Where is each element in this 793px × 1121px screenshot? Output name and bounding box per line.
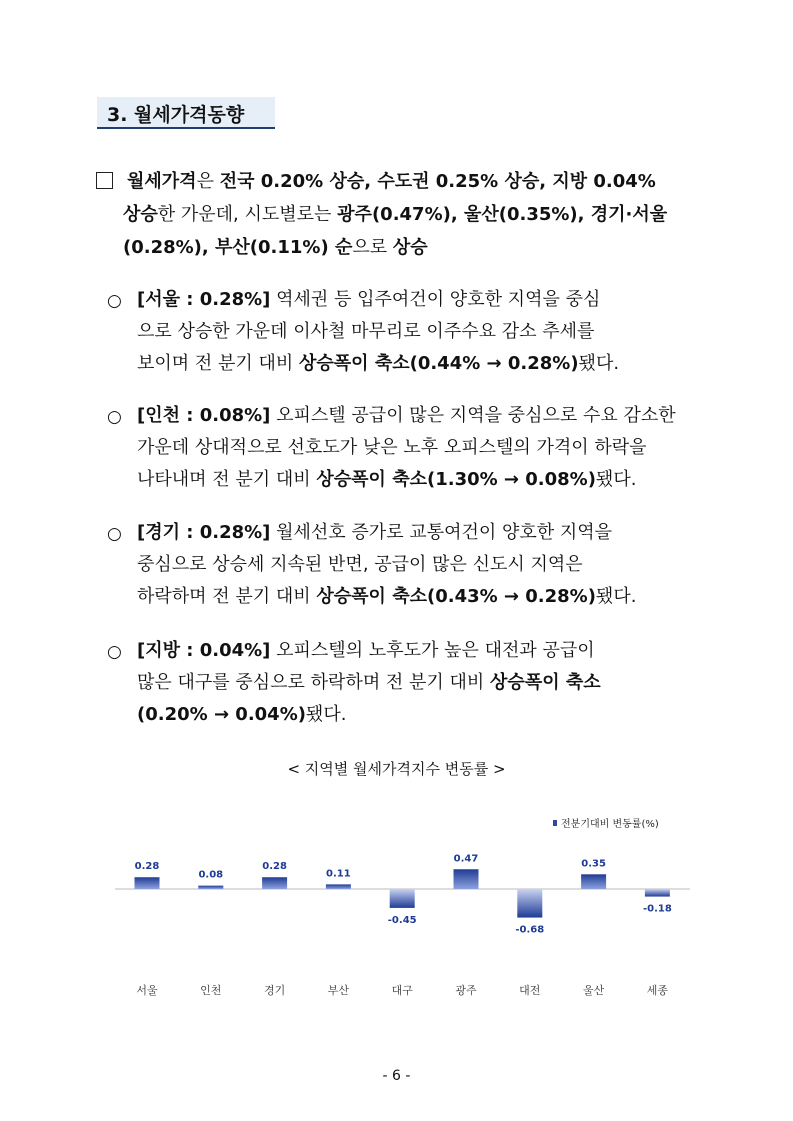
data-label-울산: 0.35 [581, 858, 606, 870]
bullet-jibang-line-2 [137, 671, 601, 695]
bar-인천 [198, 886, 223, 889]
category-label-울산: 울산 [582, 984, 605, 997]
text-run: 으로 [352, 237, 393, 258]
category-label-대구: 대구 [391, 984, 413, 997]
checkbox-square-icon [96, 172, 113, 189]
section-title-box [97, 97, 275, 129]
text-run: [인천 : 0.08%] [137, 405, 271, 426]
summary-line-1 [127, 170, 656, 194]
bullet-jibang-line-1 [137, 639, 595, 663]
data-label-세종: -0.18 [642, 903, 672, 915]
text-run: 상승 [123, 204, 158, 225]
text-run: 보이며 전 분기 대비 [137, 353, 299, 374]
text-run: 됐다. [578, 353, 620, 374]
text-run: 은 [196, 171, 220, 192]
text-run: 월세선호 증가로 교통여건이 양호한 지역을 [270, 522, 613, 543]
text-run: (0.28%), 부산(0.11%) 순 [123, 237, 353, 258]
summary-line-3 [123, 236, 428, 260]
text-run: 전국 0.20% 상승, 수도권 0.25% 상승, 지방 0.04% [219, 171, 656, 192]
category-label-인천: 인천 [200, 984, 222, 997]
bar-대구 [390, 889, 415, 908]
bullet-incheon-line-2 [137, 436, 647, 460]
summary-line-2 [123, 203, 667, 227]
bullet-seoul-line-2 [137, 320, 594, 344]
chart-caption: < 지역별 월세가격지수 변동률 > [287, 760, 506, 778]
bar-울산 [581, 874, 606, 889]
data-label-광주: 0.47 [453, 853, 479, 865]
bullet-marker-gyeonggi: ○ [107, 524, 122, 544]
bullet-marker-seoul: ○ [107, 291, 122, 311]
bar-경기 [262, 877, 287, 889]
text-run: 나타내며 전 분기 대비 [137, 469, 317, 490]
data-label-부산: 0.11 [326, 868, 351, 880]
category-label-부산: 부산 [327, 984, 350, 997]
bullet-marker-incheon: ○ [107, 407, 122, 427]
text-run: 중심으로 상승세 지속된 반면, 공급이 많은 신도시 지역은 [137, 554, 583, 575]
text-run: 한 가운데, 시도별로는 [157, 204, 338, 225]
category-label-서울: 서울 [136, 984, 158, 997]
regional-rent-change-chart [95, 805, 705, 1005]
text-run: (0.20% → 0.04%) [137, 704, 306, 725]
bar-대전 [517, 889, 542, 918]
category-label-경기: 경기 [263, 984, 286, 997]
data-label-경기: 0.28 [262, 861, 287, 873]
text-run: 상승폭이 축소(1.30% → 0.08%) [316, 469, 596, 490]
text-run: 오피스텔의 노후도가 높은 대전과 공급이 [270, 640, 595, 661]
data-label-대구: -0.45 [387, 914, 417, 926]
page-number: - 6 - [382, 1068, 411, 1084]
text-run: [경기 : 0.28%] [137, 522, 271, 543]
bullet-jibang-line-3 [137, 703, 346, 727]
text-run: [서울 : 0.28%] [137, 289, 271, 310]
text-run: 됐다. [305, 704, 347, 725]
text-run: 광주(0.47%), 울산(0.35%), 경기·서울 [337, 204, 668, 225]
text-run: 역세권 등 입주여건이 양호한 지역을 중심 [270, 289, 601, 310]
category-label-세종: 세종 [646, 984, 669, 997]
bullet-gyeonggi-line-1 [137, 521, 612, 545]
bullet-gyeonggi-line-2 [137, 553, 583, 577]
text-run: [지방 : 0.04%] [137, 640, 271, 661]
bar-세종 [645, 889, 670, 897]
bullet-marker-jibang: ○ [107, 642, 122, 662]
text-run: 상승 [392, 237, 428, 258]
category-label-대전: 대전 [519, 984, 541, 997]
text-run: 상승폭이 축소 [490, 672, 601, 693]
data-label-대전: -0.68 [515, 924, 545, 936]
bar-광주 [454, 869, 479, 889]
text-run: 됐다. [595, 469, 637, 490]
text-run: 상승폭이 축소(0.43% → 0.28%) [316, 586, 596, 607]
chart-legend [553, 817, 659, 830]
text-run: 하락하며 전 분기 대비 [137, 586, 317, 607]
bar-부산 [326, 884, 351, 889]
data-label-인천: 0.08 [198, 869, 224, 881]
text-run: 가운데 상대적으로 선호도가 낮은 노후 오피스텔의 가격이 하락을 [137, 437, 647, 458]
category-label-광주: 광주 [455, 984, 477, 997]
text-run: 월세가격 [127, 171, 197, 192]
bullet-incheon-line-3 [137, 468, 636, 492]
text-run: 많은 대구를 중심으로 하락하며 전 분기 대비 [137, 672, 491, 693]
text-run: 상승폭이 축소(0.44% → 0.28%) [299, 353, 579, 374]
bullet-incheon-line-1 [137, 404, 676, 428]
text-run: 오피스텔 공급이 많은 지역을 중심으로 수요 감소한 [270, 405, 676, 426]
bullet-seoul-line-1 [137, 288, 600, 312]
legend-swatch [553, 820, 557, 826]
text-run: 됐다. [595, 586, 637, 607]
section-title: 3. 월세가격동향 [107, 104, 245, 126]
legend-label: 전분기대비 변동률(%) [561, 819, 659, 830]
bullet-seoul-line-3 [137, 352, 619, 376]
text-run: 으로 상승한 가운데 이사철 마무리로 이주수요 감소 추세를 [137, 321, 595, 342]
bullet-gyeonggi-line-3 [137, 585, 636, 609]
bar-서울 [135, 877, 160, 889]
data-label-서울: 0.28 [134, 861, 160, 873]
